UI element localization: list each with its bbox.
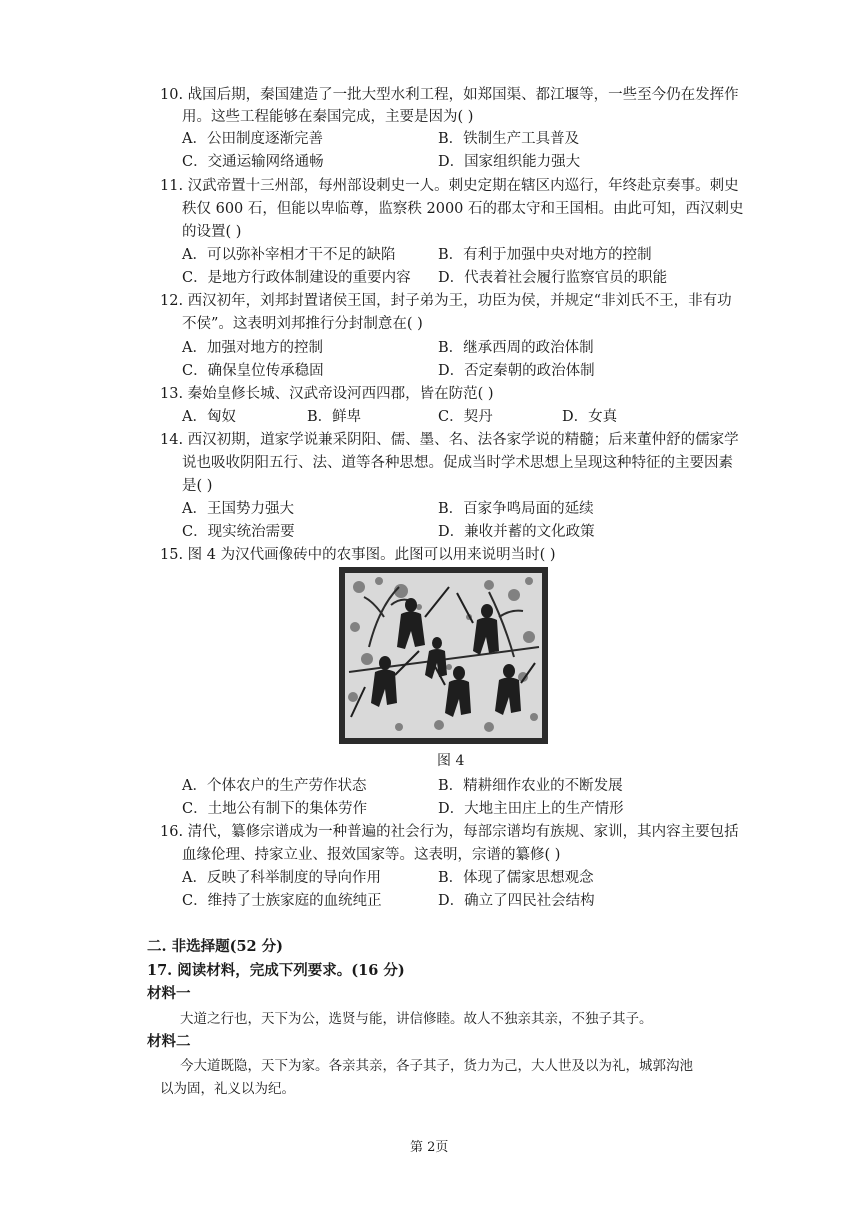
q10-option-c[interactable]: C．交通运输网络通畅 bbox=[182, 154, 324, 170]
q14-options-row2 bbox=[182, 521, 702, 543]
q12-option-d[interactable]: D．否定秦朝的政治体制 bbox=[438, 363, 595, 379]
q14-option-a[interactable]: A．王国势力强大 bbox=[182, 501, 294, 517]
q16-stem-line2: 血缘伦理、持家立业、报效国家等。这表明，宗谱的纂修( ) bbox=[182, 847, 561, 863]
q14-option-c[interactable]: C．现实统治需要 bbox=[182, 524, 295, 540]
q11-option-a[interactable]: A．可以弥补宰相才干不足的缺陷 bbox=[182, 247, 396, 263]
q11-stem-line2: 秩仅 600 石，但能以卑临尊，监察秩 2000 石的郡太守和王国相。由此可知，西汉刺史 bbox=[182, 201, 744, 217]
q14-stem-line1: 14. 西汉初期，道家学说兼采阴阳、儒、墨、名、法各家学说的精髓；后来董仲舒的儒家学 bbox=[160, 432, 739, 448]
q12-option-a[interactable]: A．加强对地方的控制 bbox=[182, 340, 323, 356]
q15-options-row1 bbox=[182, 775, 702, 797]
q10-stem-line1: 10. 战国后期，秦国建造了一批大型水利工程，如郑国渠、都江堰等，一些至今仍在发挥作 bbox=[160, 87, 739, 103]
q12-stem-line2: 不侯”。这表明刘邦推行分封制意在( ) bbox=[182, 316, 423, 332]
figure-4-caption: 图 4 bbox=[437, 753, 465, 769]
q10-option-d[interactable]: D．国家组织能力强大 bbox=[438, 154, 581, 170]
q14-options-row1 bbox=[182, 498, 702, 520]
q16-options-row1 bbox=[182, 867, 702, 889]
material-2-text-line2: 以为固，礼义以为纪。 bbox=[160, 1081, 295, 1097]
material-1-label: 材料一 bbox=[147, 985, 191, 1002]
q12-options-row2 bbox=[182, 360, 702, 382]
q13-option-b[interactable]: B．鲜卑 bbox=[307, 409, 362, 425]
q10-option-b[interactable]: B．铁制生产工具普及 bbox=[438, 131, 580, 147]
q14-stem-line2: 说也吸收阴阳五行、法、道等各种思想。促成当时学术思想上呈现这种特征的主要因素 bbox=[182, 455, 733, 471]
q11-option-c[interactable]: C．是地方行政体制建设的重要内容 bbox=[182, 270, 411, 286]
han-brick-farming-image bbox=[339, 567, 548, 744]
q16-options-row2 bbox=[182, 890, 702, 912]
q10-options-row1 bbox=[182, 128, 702, 150]
q14-option-d[interactable]: D．兼收并蓄的文化政策 bbox=[438, 524, 595, 540]
q11-stem-line3: 的设置( ) bbox=[182, 224, 242, 240]
q11-option-b[interactable]: B．有利于加强中央对地方的控制 bbox=[438, 247, 652, 263]
q12-option-b[interactable]: B．继承西周的政治体制 bbox=[438, 340, 594, 356]
q10-option-a[interactable]: A．公田制度逐渐完善 bbox=[182, 131, 323, 147]
q15-stem: 15. 图 4 为汉代画像砖中的农事图。此图可以用来说明当时( ) bbox=[160, 547, 556, 563]
q13-options bbox=[182, 406, 702, 428]
q13-option-c[interactable]: C．契丹 bbox=[438, 409, 493, 425]
q16-option-d[interactable]: D．确立了四民社会结构 bbox=[438, 893, 595, 909]
q12-option-c[interactable]: C．确保皇位传承稳固 bbox=[182, 363, 324, 379]
q16-stem-line1: 16. 清代，纂修宗谱成为一种普遍的社会行为，每部宗谱均有族规、家训，其内容主要包括 bbox=[160, 824, 739, 840]
section-2-heading: 二. 非选择题(52 分) bbox=[147, 938, 284, 955]
q15-option-b[interactable]: B．精耕细作农业的不断发展 bbox=[438, 778, 623, 794]
q11-options-row1 bbox=[182, 244, 702, 266]
q16-option-b[interactable]: B．体现了儒家思想观念 bbox=[438, 870, 594, 886]
q14-option-b[interactable]: B．百家争鸣局面的延续 bbox=[438, 501, 594, 517]
q12-stem-line1: 12. 西汉初年，刘邦封置诸侯王国，封子弟为王，功臣为侯，并规定“非刘氏不王，非有功 bbox=[160, 293, 732, 309]
q16-option-a[interactable]: A．反映了科举制度的导向作用 bbox=[182, 870, 381, 886]
q11-stem-line1: 11. 汉武帝置十三州部，每州部设刺史一人。刺史定期在辖区内巡行，年终赴京奏事。刺史 bbox=[160, 178, 739, 194]
q13-option-d[interactable]: D．女真 bbox=[562, 409, 618, 425]
q10-options-row2 bbox=[182, 151, 702, 173]
q11-option-d[interactable]: D．代表着社会履行监察官员的职能 bbox=[438, 270, 668, 286]
q12-options-row1 bbox=[182, 337, 702, 359]
q15-option-a[interactable]: A．个体农户的生产劳作状态 bbox=[182, 778, 367, 794]
q16-option-c[interactable]: C．维持了士族家庭的血统纯正 bbox=[182, 893, 382, 909]
material-2-label: 材料二 bbox=[147, 1033, 191, 1050]
q15-options-row2 bbox=[182, 798, 702, 820]
q17-stem: 17. 阅读材料，完成下列要求。(16 分) bbox=[147, 962, 405, 979]
q13-stem: 13. 秦始皇修长城、汉武帝设河西四郡，皆在防范( ) bbox=[160, 386, 494, 402]
q13-option-a[interactable]: A．匈奴 bbox=[182, 409, 236, 425]
q10-stem-line2: 用。这些工程能够在秦国完成，主要是因为( ) bbox=[182, 109, 474, 125]
material-1-text: 大道之行也，天下为公，选贤与能，讲信修睦。故人不独亲其亲，不独子其子。 bbox=[180, 1011, 653, 1027]
q15-option-d[interactable]: D．大地主田庄上的生产情形 bbox=[438, 801, 624, 817]
q15-option-c[interactable]: C．土地公有制下的集体劳作 bbox=[182, 801, 368, 817]
q11-options-row2 bbox=[182, 267, 702, 289]
page-number: 第 2页 bbox=[410, 1140, 449, 1155]
q14-stem-line3: 是( ) bbox=[182, 478, 213, 494]
material-2-text-line1: 今大道既隐，天下为家。各亲其亲，各子其子，货力为己，大人世及以为礼，城郭沟池 bbox=[180, 1058, 693, 1074]
